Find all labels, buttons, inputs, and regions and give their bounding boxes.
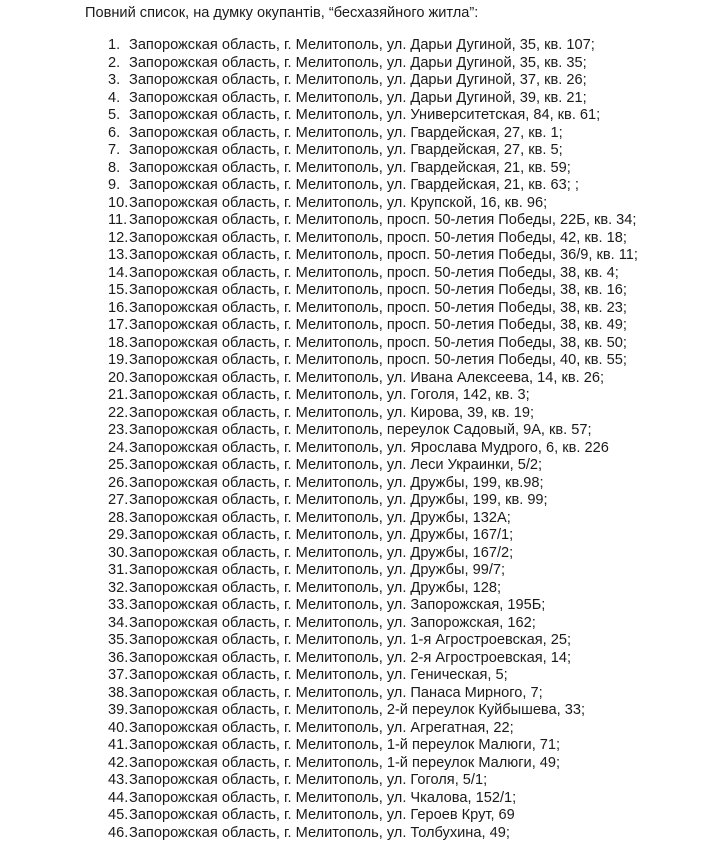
list-item-number: 27. bbox=[108, 492, 129, 508]
list-item-number: 13. bbox=[108, 247, 129, 263]
address-list bbox=[108, 37, 719, 842]
list-item-text: Запорожская область, г. Мелитополь, ул. Дружбы, 128; bbox=[129, 579, 502, 596]
list-item-text: Запорожская область, г. Мелитополь, ул. 1-я Агростроевская, 25; bbox=[129, 632, 571, 648]
list-item-number: 45. bbox=[108, 807, 129, 823]
list-item bbox=[108, 737, 719, 755]
list-item-text: Запорожская область, г. Мелитополь, ул. Гвардейская, 27, кв. 1; bbox=[129, 124, 563, 141]
list-item-number: 8. bbox=[108, 159, 121, 176]
list-item-number: 2. bbox=[108, 54, 121, 71]
list-item bbox=[108, 580, 719, 598]
list-item-number: 4. bbox=[108, 89, 121, 106]
list-item bbox=[108, 510, 719, 528]
list-item bbox=[108, 615, 719, 633]
list-item-text: Запорожская область, г. Мелитополь, просп. 50-летия Победы, 38, кв. 49; bbox=[129, 317, 627, 333]
list-item-number: 21. bbox=[108, 387, 129, 403]
list-item-number: 15. bbox=[108, 282, 129, 298]
list-item bbox=[108, 685, 719, 703]
list-item-text: Запорожская область, г. Мелитополь, ул. Ивана Алексеева, 14, кв. 26; bbox=[129, 369, 604, 386]
list-item-text: Запорожская область, г. Мелитополь, ул. Чкалова, 152/1; bbox=[129, 789, 517, 806]
list-item bbox=[108, 282, 719, 300]
list-item-number: 14. bbox=[108, 264, 129, 281]
list-item-text: Запорожская область, г. Мелитополь, ул. Толбухина, 49; bbox=[129, 824, 510, 841]
list-item-text: Запорожская область, г. Мелитополь, просп. 50-летия Победы, 36/9, кв. 11; bbox=[129, 247, 638, 263]
list-item-text: Запорожская область, г. Мелитополь, 1-й переулок Малюги, 49; bbox=[129, 754, 561, 771]
list-item-text: Запорожская область, г. Мелитополь, просп. 50-летия Победы, 38, кв. 23; bbox=[129, 299, 627, 316]
list-item-text: Запорожская область, г. Мелитополь, ул. Университетская, 84, кв. 61; bbox=[129, 107, 601, 123]
list-item bbox=[108, 37, 719, 55]
list-item-text: Запорожская область, г. Мелитополь, ул. Гоголя, 5/1; bbox=[129, 772, 488, 788]
list-item bbox=[108, 335, 719, 353]
list-item bbox=[108, 300, 719, 318]
list-item-number: 31. bbox=[108, 562, 129, 578]
list-item bbox=[108, 440, 719, 458]
list-item bbox=[108, 807, 719, 825]
list-item-text: Запорожская область, г. Мелитополь, ул. Дарьи Дугиной, 37, кв. 26; bbox=[129, 72, 587, 88]
list-item bbox=[108, 422, 719, 440]
list-item bbox=[108, 457, 719, 475]
list-item-number: 26. bbox=[108, 474, 129, 491]
list-item bbox=[108, 212, 719, 230]
list-item-number: 6. bbox=[108, 124, 121, 141]
list-item-number: 32. bbox=[108, 579, 129, 596]
list-item-text: Запорожская область, г. Мелитополь, ул. Панаса Мирного, 7; bbox=[129, 684, 543, 701]
list-item-text: Запорожская область, г. Мелитополь, ул. Дружбы, 132А; bbox=[129, 509, 511, 526]
list-item-number: 10. bbox=[108, 194, 129, 211]
list-item-text: Запорожская область, г. Мелитополь, ул. Дружбы, 167/2; bbox=[129, 544, 514, 561]
list-item-number: 3. bbox=[108, 72, 121, 88]
list-item-text: Запорожская область, г. Мелитополь, ул. Леси Украинки, 5/2; bbox=[129, 457, 543, 473]
list-item bbox=[108, 352, 719, 370]
list-item-number: 5. bbox=[108, 107, 121, 123]
list-item-text: Запорожская область, г. Мелитополь, ул. Кирова, 39, кв. 19; bbox=[129, 404, 535, 421]
list-item-text: Запорожская область, г. Мелитополь, ул. 2-я Агростроевская, 14; bbox=[129, 649, 571, 666]
list-item-number: 41. bbox=[108, 737, 129, 753]
list-item-number: 43. bbox=[108, 772, 129, 788]
list-item-number: 35. bbox=[108, 632, 129, 648]
list-item bbox=[108, 72, 719, 90]
list-item-text: Запорожская область, г. Мелитополь, ул. Гоголя, 142, кв. 3; bbox=[129, 387, 530, 403]
list-item-text: Запорожская область, г. Мелитополь, ул. Дружбы, 199, кв.98; bbox=[129, 474, 544, 491]
document-title: Повний список, на думку окупантів, “бесхазяйного житла”: bbox=[85, 5, 479, 21]
list-item bbox=[108, 562, 719, 580]
list-item-number: 19. bbox=[108, 352, 129, 368]
list-item-number: 11. bbox=[108, 212, 128, 228]
list-item-number: 1. bbox=[108, 37, 121, 53]
list-item-number: 38. bbox=[108, 684, 129, 701]
list-item-number: 39. bbox=[108, 702, 129, 718]
list-item-text: Запорожская область, г. Мелитополь, просп. 50-летия Победы, 22Б, кв. 34; bbox=[129, 212, 637, 228]
list-item bbox=[108, 597, 719, 615]
list-item-number: 30. bbox=[108, 544, 129, 561]
list-item bbox=[108, 790, 719, 808]
list-item-text: Запорожская область, г. Мелитополь, ул. Крупской, 16, кв. 96; bbox=[129, 194, 548, 211]
list-item bbox=[108, 667, 719, 685]
list-item bbox=[108, 632, 719, 650]
list-item-text: Запорожская область, г. Мелитополь, ул. Дарьи Дугиной, 35, кв. 35; bbox=[129, 54, 587, 71]
list-item bbox=[108, 160, 719, 178]
list-item bbox=[108, 247, 719, 265]
list-item-text: Запорожская область, г. Мелитополь, ул. Агрегатная, 22; bbox=[129, 719, 514, 736]
list-item-text: Запорожская область, г. Мелитополь, 2-й переулок Куйбышева, 33; bbox=[129, 702, 586, 718]
list-item bbox=[108, 195, 719, 213]
list-item-text: Запорожская область, г. Мелитополь, просп. 50-летия Победы, 38, кв. 16; bbox=[129, 282, 627, 298]
list-item-number: 40. bbox=[108, 719, 129, 736]
list-item-number: 7. bbox=[108, 142, 121, 158]
list-item-number: 33. bbox=[108, 597, 129, 613]
list-item bbox=[108, 142, 719, 160]
list-item bbox=[108, 545, 719, 563]
list-item-number: 42. bbox=[108, 754, 129, 771]
list-item bbox=[108, 755, 719, 773]
list-item-text: Запорожская область, г. Мелитополь, ул. Геническая, 5; bbox=[129, 667, 508, 683]
list-item bbox=[108, 370, 719, 388]
list-item-text: Запорожская область, г. Мелитополь, ул. Гвардейская, 27, кв. 5; bbox=[129, 142, 563, 158]
list-item-number: 29. bbox=[108, 527, 129, 543]
list-item-number: 16. bbox=[108, 299, 129, 316]
list-item bbox=[108, 125, 719, 143]
list-item-number: 46. bbox=[108, 824, 129, 841]
list-item bbox=[108, 720, 719, 738]
list-item-text: Запорожская область, г. Мелитополь, ул. Дарьи Дугиной, 39, кв. 21; bbox=[129, 89, 587, 106]
list-item-number: 17. bbox=[108, 317, 129, 333]
list-item bbox=[108, 475, 719, 493]
list-item bbox=[108, 527, 719, 545]
list-item-text: Запорожская область, г. Мелитополь, ул. Ярослава Мудрого, 6, кв. 226 bbox=[129, 439, 609, 456]
list-item-text: Запорожская область, г. Мелитополь, просп. 50-летия Победы, 40, кв. 55; bbox=[129, 352, 627, 368]
list-item-text: Запорожская область, г. Мелитополь, переулок Садовый, 9А, кв. 57; bbox=[129, 422, 592, 438]
list-item-number: 20. bbox=[108, 369, 129, 386]
list-item-number: 25. bbox=[108, 457, 129, 473]
list-item-number: 36. bbox=[108, 649, 129, 666]
list-item-number: 9. bbox=[108, 177, 121, 193]
list-item bbox=[108, 825, 719, 843]
list-item bbox=[108, 107, 719, 125]
list-item-text: Запорожская область, г. Мелитополь, ул. Запорожская, 195Б; bbox=[129, 597, 546, 613]
list-item bbox=[108, 230, 719, 248]
list-item-text: Запорожская область, г. Мелитополь, ул. Дружбы, 99/7; bbox=[129, 562, 506, 578]
list-item-text: Запорожская область, г. Мелитополь, просп. 50-летия Победы, 38, кв. 50; bbox=[129, 334, 627, 351]
list-item-number: 23. bbox=[108, 422, 129, 438]
list-item-text: Запорожская область, г. Мелитополь, ул. Дарьи Дугиной, 35, кв. 107; bbox=[129, 37, 595, 53]
list-item-text: Запорожская область, г. Мелитополь, 1-й переулок Малюги, 71; bbox=[129, 737, 561, 753]
list-item bbox=[108, 177, 719, 195]
list-item-number: 12. bbox=[108, 229, 129, 246]
list-item-number: 28. bbox=[108, 509, 129, 526]
list-item bbox=[108, 405, 719, 423]
list-item-text: Запорожская область, г. Мелитополь, просп. 50-летия Победы, 38, кв. 4; bbox=[129, 264, 619, 281]
list-item-text: Запорожская область, г. Мелитополь, ул. Гвардейская, 21, кв. 59; bbox=[129, 159, 571, 176]
list-item bbox=[108, 772, 719, 790]
list-item bbox=[108, 650, 719, 668]
list-item bbox=[108, 387, 719, 405]
list-item bbox=[108, 492, 719, 510]
list-item-text: Запорожская область, г. Мелитополь, ул. Дружбы, 167/1; bbox=[129, 527, 514, 543]
list-item-text: Запорожская область, г. Мелитополь, ул. Гвардейская, 21, кв. 63; ; bbox=[129, 177, 579, 193]
list-item-number: 37. bbox=[108, 667, 129, 683]
list-item-number: 44. bbox=[108, 789, 129, 806]
list-item bbox=[108, 265, 719, 283]
list-item bbox=[108, 55, 719, 73]
list-item bbox=[108, 702, 719, 720]
list-item-text: Запорожская область, г. Мелитополь, ул. Героев Крут, 69 bbox=[129, 807, 515, 823]
list-item bbox=[108, 317, 719, 335]
list-item-text: Запорожская область, г. Мелитополь, ул. Дружбы, 199, кв. 99; bbox=[129, 492, 548, 508]
list-item-text: Запорожская область, г. Мелитополь, просп. 50-летия Победы, 42, кв. 18; bbox=[129, 229, 627, 246]
list-item-number: 18. bbox=[108, 334, 129, 351]
list-item-number: 22. bbox=[108, 404, 129, 421]
list-item-number: 34. bbox=[108, 614, 129, 631]
list-item-number: 24. bbox=[108, 439, 129, 456]
list-item-text: Запорожская область, г. Мелитополь, ул. Запорожская, 162; bbox=[129, 614, 536, 631]
list-item bbox=[108, 90, 719, 108]
